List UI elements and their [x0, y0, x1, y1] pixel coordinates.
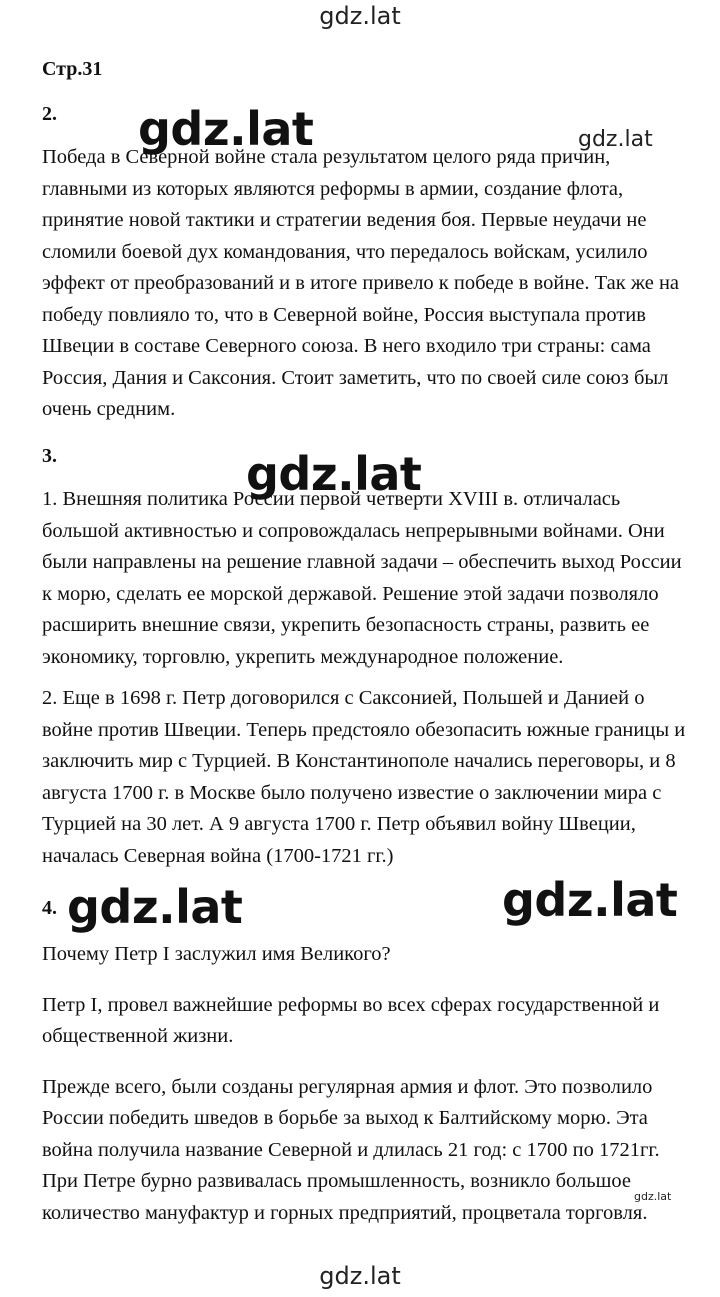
page-reference: Стр.31 [42, 58, 103, 80]
watermark-bottom: gdz.lat [319, 1262, 401, 1290]
section-4-paragraph-3: Прежде всего, были созданы регулярная армия и флот. Это позволило России победить шведов в борьбе за выход к Балтийскому морю. Эта война получила название Северной и длилась 21 год: с 1700 по 1721гг. При Петре бурно развивалась промышленность, возникло большое количество мануфактур и горных предприятий, процветала торговля. [42, 1075, 660, 1224]
watermark-big-4: gdz.lat [502, 873, 678, 927]
section-3-number: 3. [42, 445, 57, 467]
watermark-big-3: gdz.lat [67, 880, 243, 934]
section-4-paragraph-1: Почему Петр I заслужил имя Великого? [42, 943, 391, 965]
section-4-text [42, 939, 692, 1229]
section-2-text [42, 142, 692, 426]
watermark-top: gdz.lat [319, 2, 401, 30]
section-2-number: 2. [42, 103, 57, 125]
section-4-number: 4. [42, 897, 57, 919]
watermark-big-2: gdz.lat [246, 447, 422, 501]
section-3-paragraph-1: 1. Внешняя политика России первой четверти XVIII в. отличалась большой активностью и сопровождалась непрерывными войнами. Они были направлены на решение главной задачи – обеспечить выход России к морю, сделать ее морской державой. Решение этой задачи позволяло расширить внешние связи, укрепить безопасность страны, развить ее экономику, торговлю, укрепить международное положение. [42, 488, 682, 668]
section-4-paragraph-2: Петр I, провел важнейшие реформы во всех сферах государственной и общественной жизни. [42, 993, 660, 1047]
watermark-big-1: gdz.lat [138, 102, 314, 156]
watermark-mid-1: gdz.lat [578, 127, 653, 152]
section-3-paragraph-2: 2. Еще в 1698 г. Петр договорился с Саксонией, Польшей и Данией о войне против Швеции. Теперь предстояло обезопасить южные границы и заключить мир с Турцией. В Константинополе начались переговоры, и 8 августа 1700 г. в Москве было получено известие о заключении мира с Турцией на 30 лет. А 9 августа 1700 г. Петр объявил войну Швеции, началась Северная война (1700-1721 гг.) [42, 687, 686, 867]
watermark-tiny-1: gdz.lat [634, 1190, 672, 1203]
section-2-paragraph-1: Победа в Северной войне стала результатом целого ряда причин, главными из которых являются реформы в армии, создание флота, принятие новой тактики и стратегии ведения боя. Первые неудачи не сломили боевой дух командования, что передалось войскам, усилило эффект от преобразований и в итоге привело к победе в войне. Так же на победу повлияло то, что в Северной войне, Россия выступала против Швеции в составе Северного союза. В него входило три страны: сама Россия, Дания и Саксония. Стоит заметить, что по своей силе союз был очень средним. [42, 146, 680, 420]
section-3-text [42, 484, 692, 872]
